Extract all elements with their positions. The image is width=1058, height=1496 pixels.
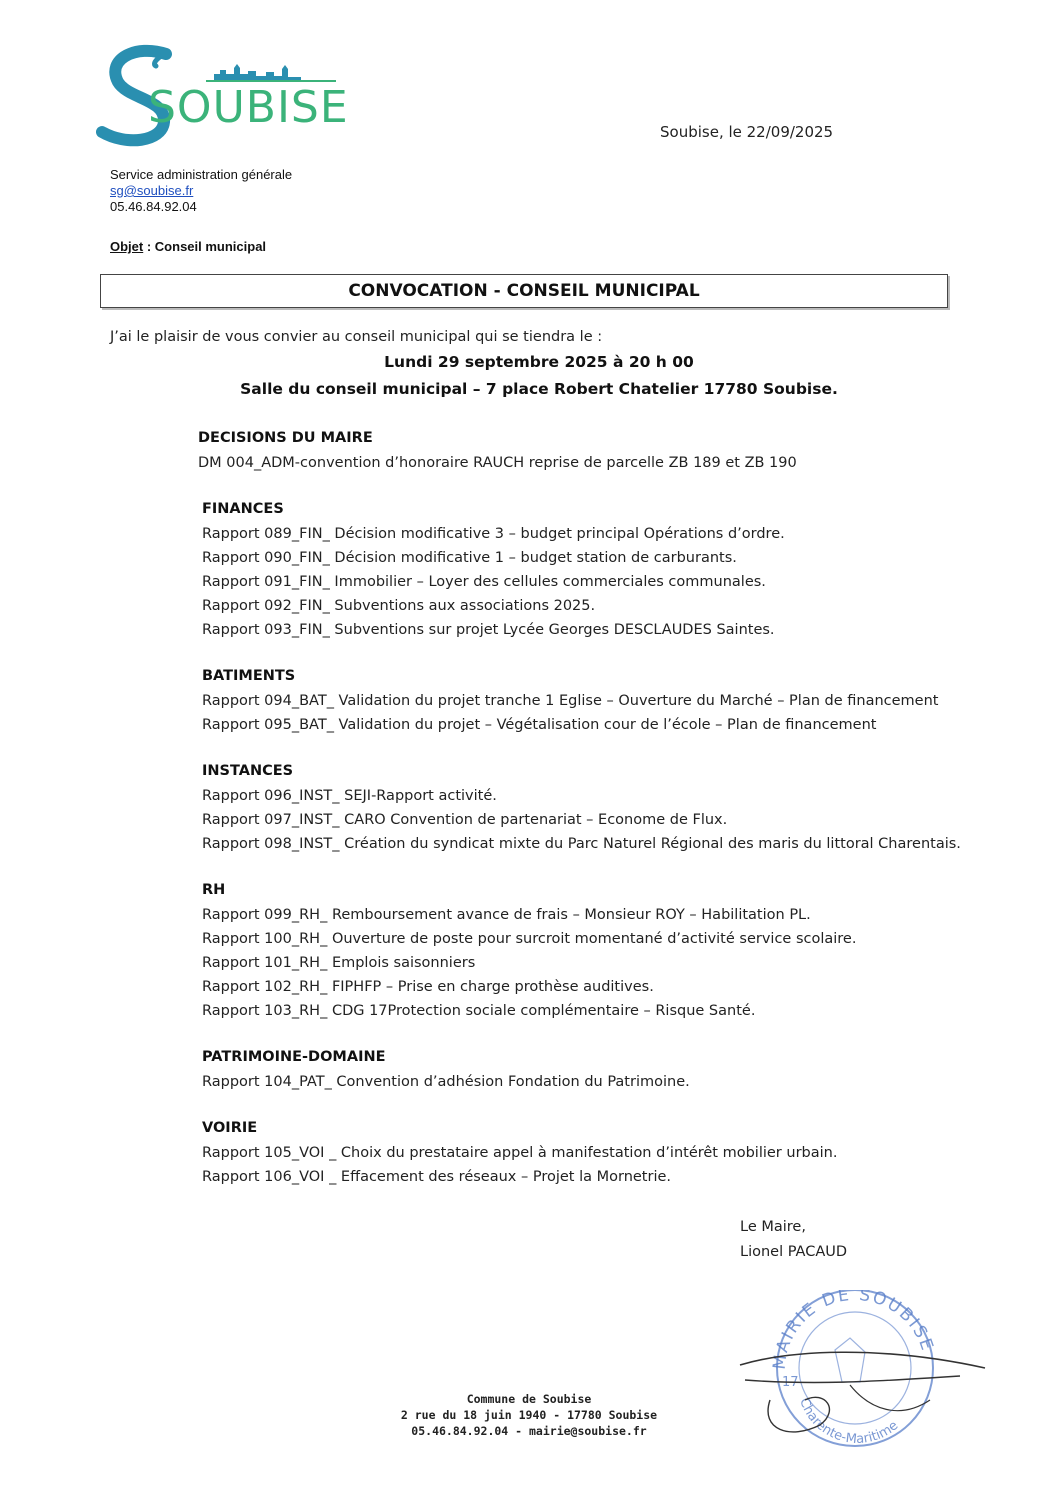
agenda-item: Rapport 094_BAT_ Validation du projet tranche 1 Eglise – Ouverture du Marché – Plan de financement (202, 693, 939, 709)
agenda-section (198, 1049, 1038, 1094)
agenda-section (198, 501, 1038, 642)
service-block (110, 167, 292, 215)
service-phone: 05.46.84.92.04 (110, 199, 197, 214)
document-title: CONVOCATION - CONSEIL MUNICIPAL (348, 281, 700, 301)
agenda-item: Rapport 100_RH_ Ouverture de poste pour surcroit momentané d’activité service scolaire. (202, 931, 857, 947)
agenda-section (198, 763, 1038, 856)
agenda-item: Rapport 096_INST_ SEJI-Rapport activité. (202, 788, 497, 804)
objet-line (110, 239, 266, 254)
section-heading: BATIMENTS (202, 668, 296, 684)
agenda-section (198, 882, 1038, 1023)
intro-text: J’ai le plaisir de vous convier au conseil municipal qui se tiendra le : (110, 329, 603, 345)
agenda-item: Rapport 097_INST_ CARO Convention de partenariat – Econome de Flux. (202, 812, 728, 828)
agenda-item: Rapport 105_VOI _ Choix du prestataire appel à manifestation d’intérêt mobilier urbain. (202, 1145, 838, 1161)
objet-label: Objet (110, 239, 144, 254)
agenda-section (198, 668, 1038, 737)
agenda-section (198, 430, 1038, 475)
agenda-section (198, 1120, 1038, 1189)
svg-text:MAIRIE DE SOUBISE (770, 1290, 938, 1371)
agenda-item: Rapport 091_FIN_ Immobilier – Loyer des cellules commerciales communales. (202, 574, 766, 590)
agenda-item: Rapport 102_RH_ FIPHFP – Prise en charge prothèse auditives. (202, 979, 654, 995)
agenda-item: Rapport 099_RH_ Remboursement avance de frais – Monsieur ROY – Habilitation PL. (202, 907, 811, 923)
agenda-item: DM 004_ADM-convention d’honoraire RAUCH reprise de parcelle ZB 189 et ZB 190 (198, 455, 797, 471)
service-email-link[interactable]: sg@soubise.fr (110, 183, 194, 198)
objet-separator: : (143, 239, 155, 254)
footer-commune: Commune de Soubise (466, 1392, 592, 1406)
stamp-bottom-text: Charente-Maritime (796, 1396, 902, 1448)
section-heading: INSTANCES (202, 763, 294, 779)
agenda-item: Rapport 089_FIN_ Décision modificative 3 – budget principal Opérations d’ordre. (202, 526, 785, 542)
stamp-top-text: MAIRIE DE SOUBISE (769, 1290, 938, 1371)
objet-value: Conseil municipal (154, 239, 267, 254)
agenda-item: Rapport 103_RH_ CDG 17Protection sociale complémentaire – Risque Santé. (202, 1003, 756, 1019)
section-heading: PATRIMOINE-DOMAINE (202, 1049, 386, 1065)
footer-contact: 05.46.84.92.04 - mairie@soubise.fr (411, 1424, 647, 1438)
agenda-item: Rapport 098_INST_ Création du syndicat mixte du Parc Naturel Régional des maris du littoral Charentais. (202, 836, 961, 852)
title-box (100, 274, 948, 308)
section-heading: DECISIONS DU MAIRE (198, 430, 373, 446)
logo-text: SOUBISE (148, 82, 349, 133)
signature-role: Le Maire, (740, 1219, 806, 1235)
footer-address: 2 rue du 18 juin 1940 - 17780 Soubise (400, 1408, 658, 1422)
footer (0, 1391, 1058, 1439)
service-name: Service administration générale (110, 167, 293, 182)
agenda-item: Rapport 106_VOI _ Effacement des réseaux – Projet la Mornetrie. (202, 1169, 672, 1185)
section-heading: VOIRIE (202, 1120, 258, 1136)
agenda-item: Rapport 095_BAT_ Validation du projet – Végétalisation cour de l’école – Plan de financement (202, 717, 877, 733)
place-date: Soubise, le 22/09/2025 (660, 123, 834, 141)
agenda-item: Rapport 090_FIN_ Décision modificative 1 – budget station de carburants. (202, 550, 737, 566)
agenda-item: Rapport 104_PAT_ Convention d’adhésion Fondation du Patrimoine. (202, 1074, 690, 1090)
agenda-item: Rapport 101_RH_ Emplois saisonniers (202, 955, 476, 971)
meeting-location: Salle du conseil municipal – 7 place Robert Chatelier 17780 Soubise. (240, 380, 838, 398)
agenda-item: Rapport 093_FIN_ Subventions sur projet Lycée Georges DESCLAUDES Saintes. (202, 622, 775, 638)
section-heading: RH (202, 882, 226, 898)
meeting-date-time: Lundi 29 septembre 2025 à 20 h 00 (384, 353, 694, 371)
signature-block (740, 1215, 847, 1265)
section-heading: FINANCES (202, 501, 284, 517)
stamp-number: 17 (782, 1375, 799, 1390)
agenda (198, 430, 1038, 1215)
signature-name: Lionel PACAUD (740, 1244, 848, 1260)
agenda-item: Rapport 092_FIN_ Subventions aux associations 2025. (202, 598, 596, 614)
